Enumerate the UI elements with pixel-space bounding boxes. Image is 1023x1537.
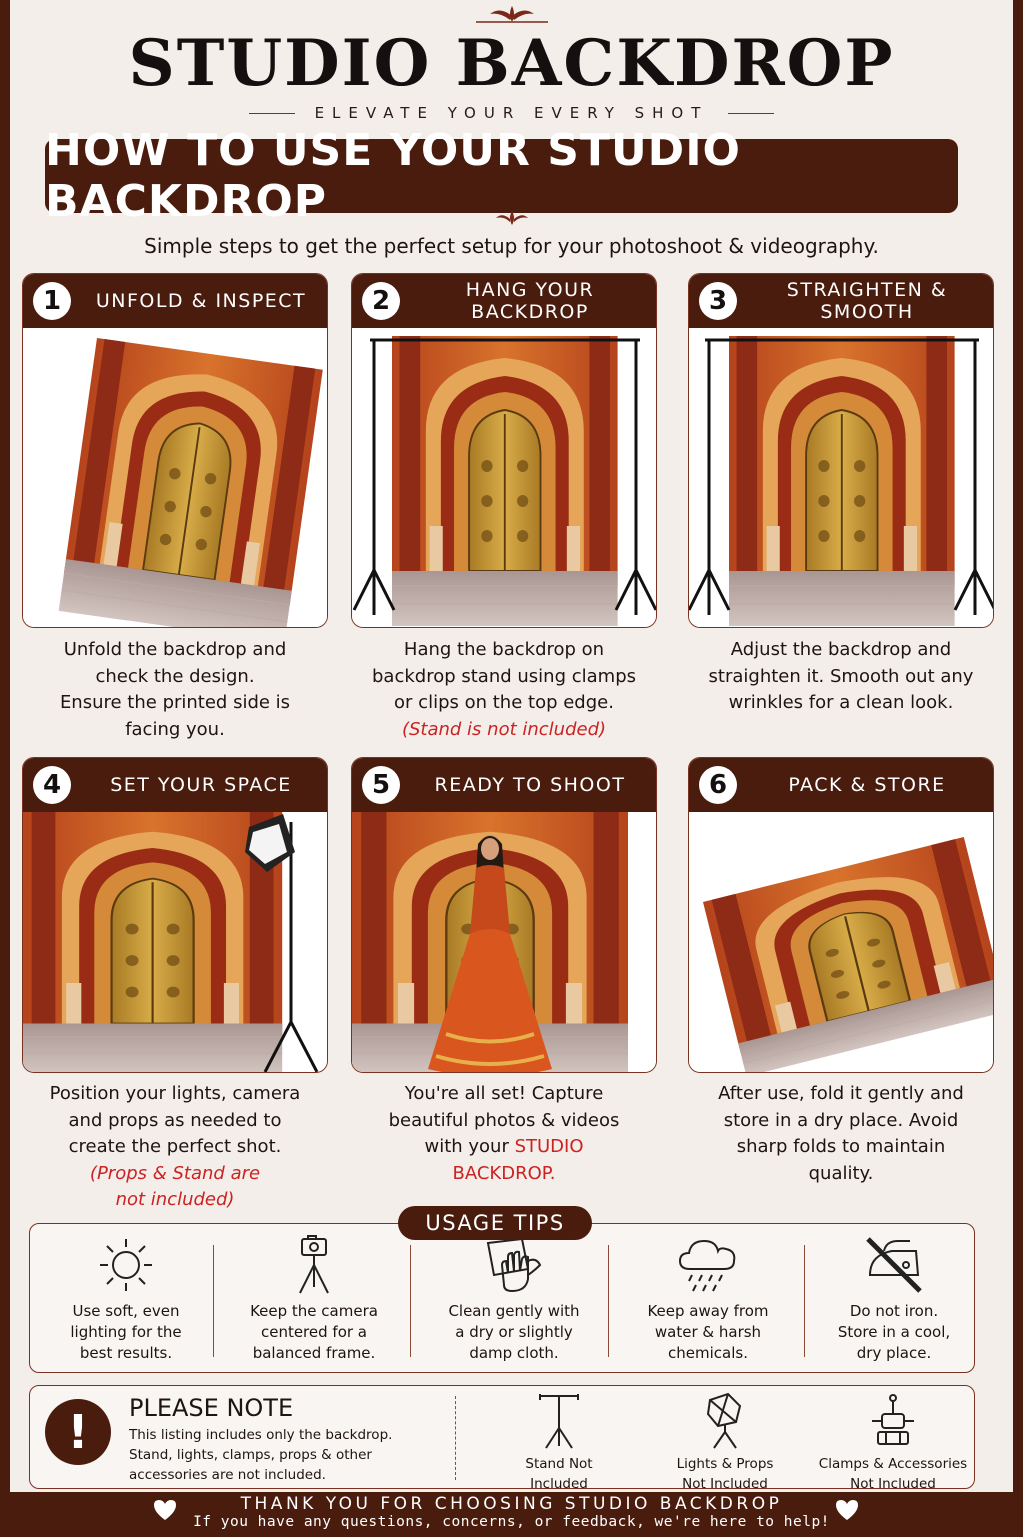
step-caption bbox=[341, 637, 667, 743]
step-header bbox=[352, 274, 656, 328]
step-caption bbox=[12, 1081, 338, 1214]
caption-line: sharp folds to maintain bbox=[736, 1136, 946, 1157]
caption-line: Unfold the backdrop and bbox=[63, 639, 287, 660]
step-header bbox=[352, 758, 656, 812]
step-card bbox=[22, 757, 328, 1073]
step-card bbox=[688, 273, 994, 628]
tip-item bbox=[622, 1235, 794, 1364]
page-banner: HOW TO USE YOUR STUDIO BACKDROP bbox=[45, 139, 958, 213]
tip-text bbox=[40, 1301, 212, 1364]
caption-line: beautiful photos & videos bbox=[388, 1109, 620, 1131]
note-line: accessories are not included. bbox=[129, 1467, 326, 1483]
tip-line: water & harsh bbox=[654, 1323, 762, 1341]
ni-line: Not Included bbox=[682, 1476, 768, 1492]
step-caption bbox=[678, 637, 1004, 717]
tip-line: centered for a bbox=[260, 1323, 368, 1341]
step-title: HANG YOUR BACKDROP bbox=[465, 279, 595, 323]
note-divider bbox=[455, 1396, 456, 1480]
step-title: SET YOUR SPACE bbox=[110, 774, 292, 796]
tip-divider bbox=[410, 1245, 411, 1357]
step-title: UNFOLD & INSPECT bbox=[95, 290, 307, 312]
not-included-item bbox=[500, 1392, 618, 1494]
not-included-item bbox=[666, 1392, 784, 1494]
folded-backdrop-image bbox=[689, 812, 993, 1073]
not-included-note: not included) bbox=[115, 1189, 235, 1210]
caption-line bbox=[341, 1134, 667, 1161]
step-number: 2 bbox=[362, 282, 400, 320]
stand-icon bbox=[500, 1392, 618, 1454]
caption-line: backdrop stand using clamps bbox=[372, 665, 636, 687]
brand-title: STUDIO BACKDROP bbox=[128, 26, 895, 101]
not-included-note: (Stand is not included) bbox=[401, 718, 607, 740]
no-iron-icon bbox=[808, 1235, 980, 1295]
banner-ornament-icon bbox=[0, 210, 1023, 230]
rain-cloud-icon bbox=[622, 1235, 794, 1295]
tip-line: damp cloth. bbox=[469, 1344, 559, 1362]
tip-divider bbox=[804, 1245, 805, 1357]
tip-text bbox=[622, 1301, 794, 1364]
step-header bbox=[689, 758, 993, 812]
not-included-item bbox=[812, 1392, 974, 1494]
not-included-text bbox=[500, 1454, 618, 1494]
straightened-backdrop-image bbox=[689, 328, 993, 628]
tip-line: a dry or slightly bbox=[455, 1323, 573, 1341]
step-title: STRAIGHTEN & SMOOTH bbox=[786, 279, 948, 323]
tip-line: balanced frame. bbox=[252, 1344, 376, 1362]
ni-line: Clamps & Accessories bbox=[818, 1456, 968, 1472]
step-caption bbox=[12, 637, 338, 743]
sun-icon bbox=[40, 1235, 212, 1295]
tip-text bbox=[428, 1301, 600, 1364]
not-included-text bbox=[666, 1454, 784, 1494]
note-title: PLEASE NOTE bbox=[129, 1394, 294, 1422]
caption-line: wrinkles for a clean look. bbox=[728, 692, 954, 713]
tip-text bbox=[808, 1301, 980, 1364]
tagline: ELEVATE YOUR EVERY SHOT bbox=[314, 104, 709, 122]
step-title: PACK & STORE bbox=[788, 774, 946, 796]
note-body bbox=[129, 1425, 449, 1485]
footer-thanks: THANK YOU FOR CHOOSING STUDIO BACKDROP bbox=[240, 1494, 783, 1514]
not-included-note: (Props & Stand are bbox=[89, 1162, 261, 1184]
tip-line: lighting for the bbox=[70, 1323, 182, 1341]
note-line: This listing includes only the backdrop. bbox=[129, 1427, 393, 1443]
step-title: READY TO SHOOT bbox=[434, 774, 626, 796]
tip-text bbox=[228, 1301, 400, 1364]
tip-line: Store in a cool, bbox=[837, 1323, 951, 1341]
tip-divider bbox=[213, 1245, 214, 1357]
photoshoot-model-image bbox=[352, 812, 656, 1073]
not-included-text bbox=[812, 1454, 974, 1494]
footer bbox=[0, 1492, 1023, 1537]
tip-item bbox=[428, 1235, 600, 1364]
footer-help: If you have any questions, concerns, or feedback, we're here to help! bbox=[193, 1514, 830, 1530]
ni-line: Lights & Props bbox=[676, 1456, 774, 1472]
tip-item bbox=[40, 1235, 212, 1364]
caption-line: create the perfect shot. bbox=[68, 1136, 282, 1157]
light-icon bbox=[666, 1392, 784, 1454]
tagline-divider bbox=[728, 113, 774, 114]
step-caption bbox=[341, 1081, 667, 1187]
caption-line: straighten it. Smooth out any bbox=[708, 665, 974, 687]
tip-line: Keep the camera bbox=[250, 1302, 378, 1320]
step-header bbox=[23, 274, 327, 328]
step-number: 5 bbox=[362, 766, 400, 804]
step-number: 4 bbox=[33, 766, 71, 804]
tagline-row bbox=[0, 104, 1023, 122]
hanging-backdrop-image bbox=[352, 328, 656, 628]
usage-tips-title: USAGE TIPS bbox=[398, 1206, 592, 1240]
tip-line: dry place. bbox=[856, 1344, 932, 1362]
caption-line: Hang the backdrop on bbox=[403, 639, 605, 660]
tip-divider bbox=[608, 1245, 609, 1357]
tip-item bbox=[808, 1235, 980, 1364]
caption-line: and props as needed to bbox=[68, 1109, 282, 1131]
note-line: Stand, lights, clamps, props & other bbox=[129, 1447, 372, 1463]
caption-line: You're all set! Capture bbox=[404, 1083, 604, 1104]
caption-line: Adjust the backdrop and bbox=[730, 639, 952, 660]
camera-tripod-icon bbox=[228, 1235, 400, 1295]
caption-line: check the design. bbox=[95, 665, 255, 687]
step-caption bbox=[678, 1081, 1004, 1187]
step-number: 3 bbox=[699, 282, 737, 320]
tagline-divider bbox=[249, 113, 295, 114]
ni-line: Not Included bbox=[850, 1476, 936, 1492]
step-number: 6 bbox=[699, 766, 737, 804]
caption-line: After use, fold it gently and bbox=[718, 1083, 964, 1104]
caption-line: store in a dry place. Avoid bbox=[723, 1109, 959, 1131]
page-subtitle: Simple steps to get the perfect setup for your photoshoot & videography. bbox=[144, 234, 879, 258]
step-card bbox=[351, 273, 657, 628]
step-header bbox=[689, 274, 993, 328]
step-header bbox=[23, 758, 327, 812]
caption-line: Ensure the printed side is bbox=[59, 692, 291, 713]
step-card bbox=[351, 757, 657, 1073]
caption-text: with your bbox=[424, 1136, 515, 1157]
hand-cloth-icon bbox=[428, 1235, 600, 1295]
caption-line: quality. bbox=[808, 1162, 874, 1184]
tip-line: Keep away from bbox=[647, 1302, 769, 1320]
step-card bbox=[688, 757, 994, 1073]
step-number: 1 bbox=[33, 282, 71, 320]
caption-line: Position your lights, camera bbox=[49, 1083, 301, 1104]
ni-line: Included bbox=[530, 1476, 588, 1492]
tip-line: Clean gently with bbox=[448, 1302, 580, 1320]
caption-line: or clips on the top edge. bbox=[394, 692, 614, 713]
tip-line: best results. bbox=[79, 1344, 173, 1362]
tip-item bbox=[228, 1235, 400, 1364]
tip-line: Do not iron. bbox=[849, 1302, 939, 1320]
unfolded-backdrop-image bbox=[23, 328, 327, 628]
clamp-icon bbox=[812, 1392, 974, 1454]
caption-line: facing you. bbox=[125, 718, 225, 740]
ni-line: Stand Not bbox=[525, 1456, 593, 1472]
brand-highlight: STUDIO bbox=[514, 1136, 584, 1157]
brand-highlight: BACKDROP. bbox=[452, 1162, 556, 1184]
exclamation-icon: ! bbox=[45, 1399, 111, 1465]
step-card bbox=[22, 273, 328, 628]
tip-line: Use soft, even bbox=[72, 1302, 180, 1320]
studio-space-image bbox=[23, 812, 327, 1073]
tip-line: chemicals. bbox=[668, 1344, 748, 1362]
